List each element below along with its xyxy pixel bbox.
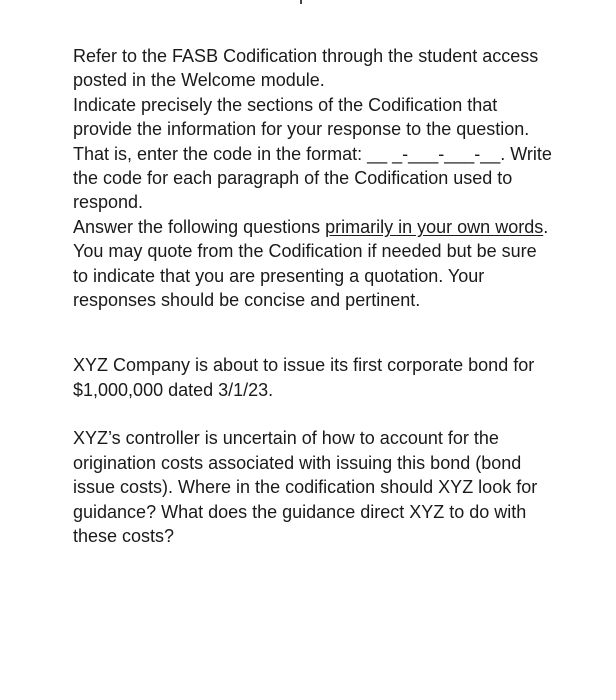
document-body — [73, 44, 553, 548]
scenario-bond-issue: XYZ Company is about to issue its first corporate bond for $1,000,000 dated 3/1/23. — [73, 355, 535, 400]
instruction-code-format: Indicate precisely the sections of the Codification that provide the information for your response to the question. That is, enter the code in the format: __ _-___-___-__. Write the code for each paragraph of the Codification used to respond. — [73, 94, 552, 213]
instruction-own-words — [73, 215, 553, 313]
instruction-access: Refer to the FASB Codification through the student access posted in the Welcome module. — [73, 46, 539, 91]
underlined-emphasis: primarily in your own words — [325, 216, 544, 237]
top-edge-mark — [300, 0, 302, 4]
scenario-question: XYZ’s controller is uncertain of how to account for the origination costs associated with issuing this bond (bond issue costs). Where in the codification should XYZ look for guidance? What does the guidance direct XYZ to do with these costs? — [73, 428, 538, 546]
spacer — [73, 402, 553, 426]
instruction-own-words-tail: . You may quote from the Codification if needed but be sure to indicate that you are presenting a quotation. Your responses should be concise and pertinent. — [73, 216, 549, 311]
spacer — [73, 312, 553, 353]
instruction-own-words-lead: Answer the following questions — [73, 216, 326, 237]
